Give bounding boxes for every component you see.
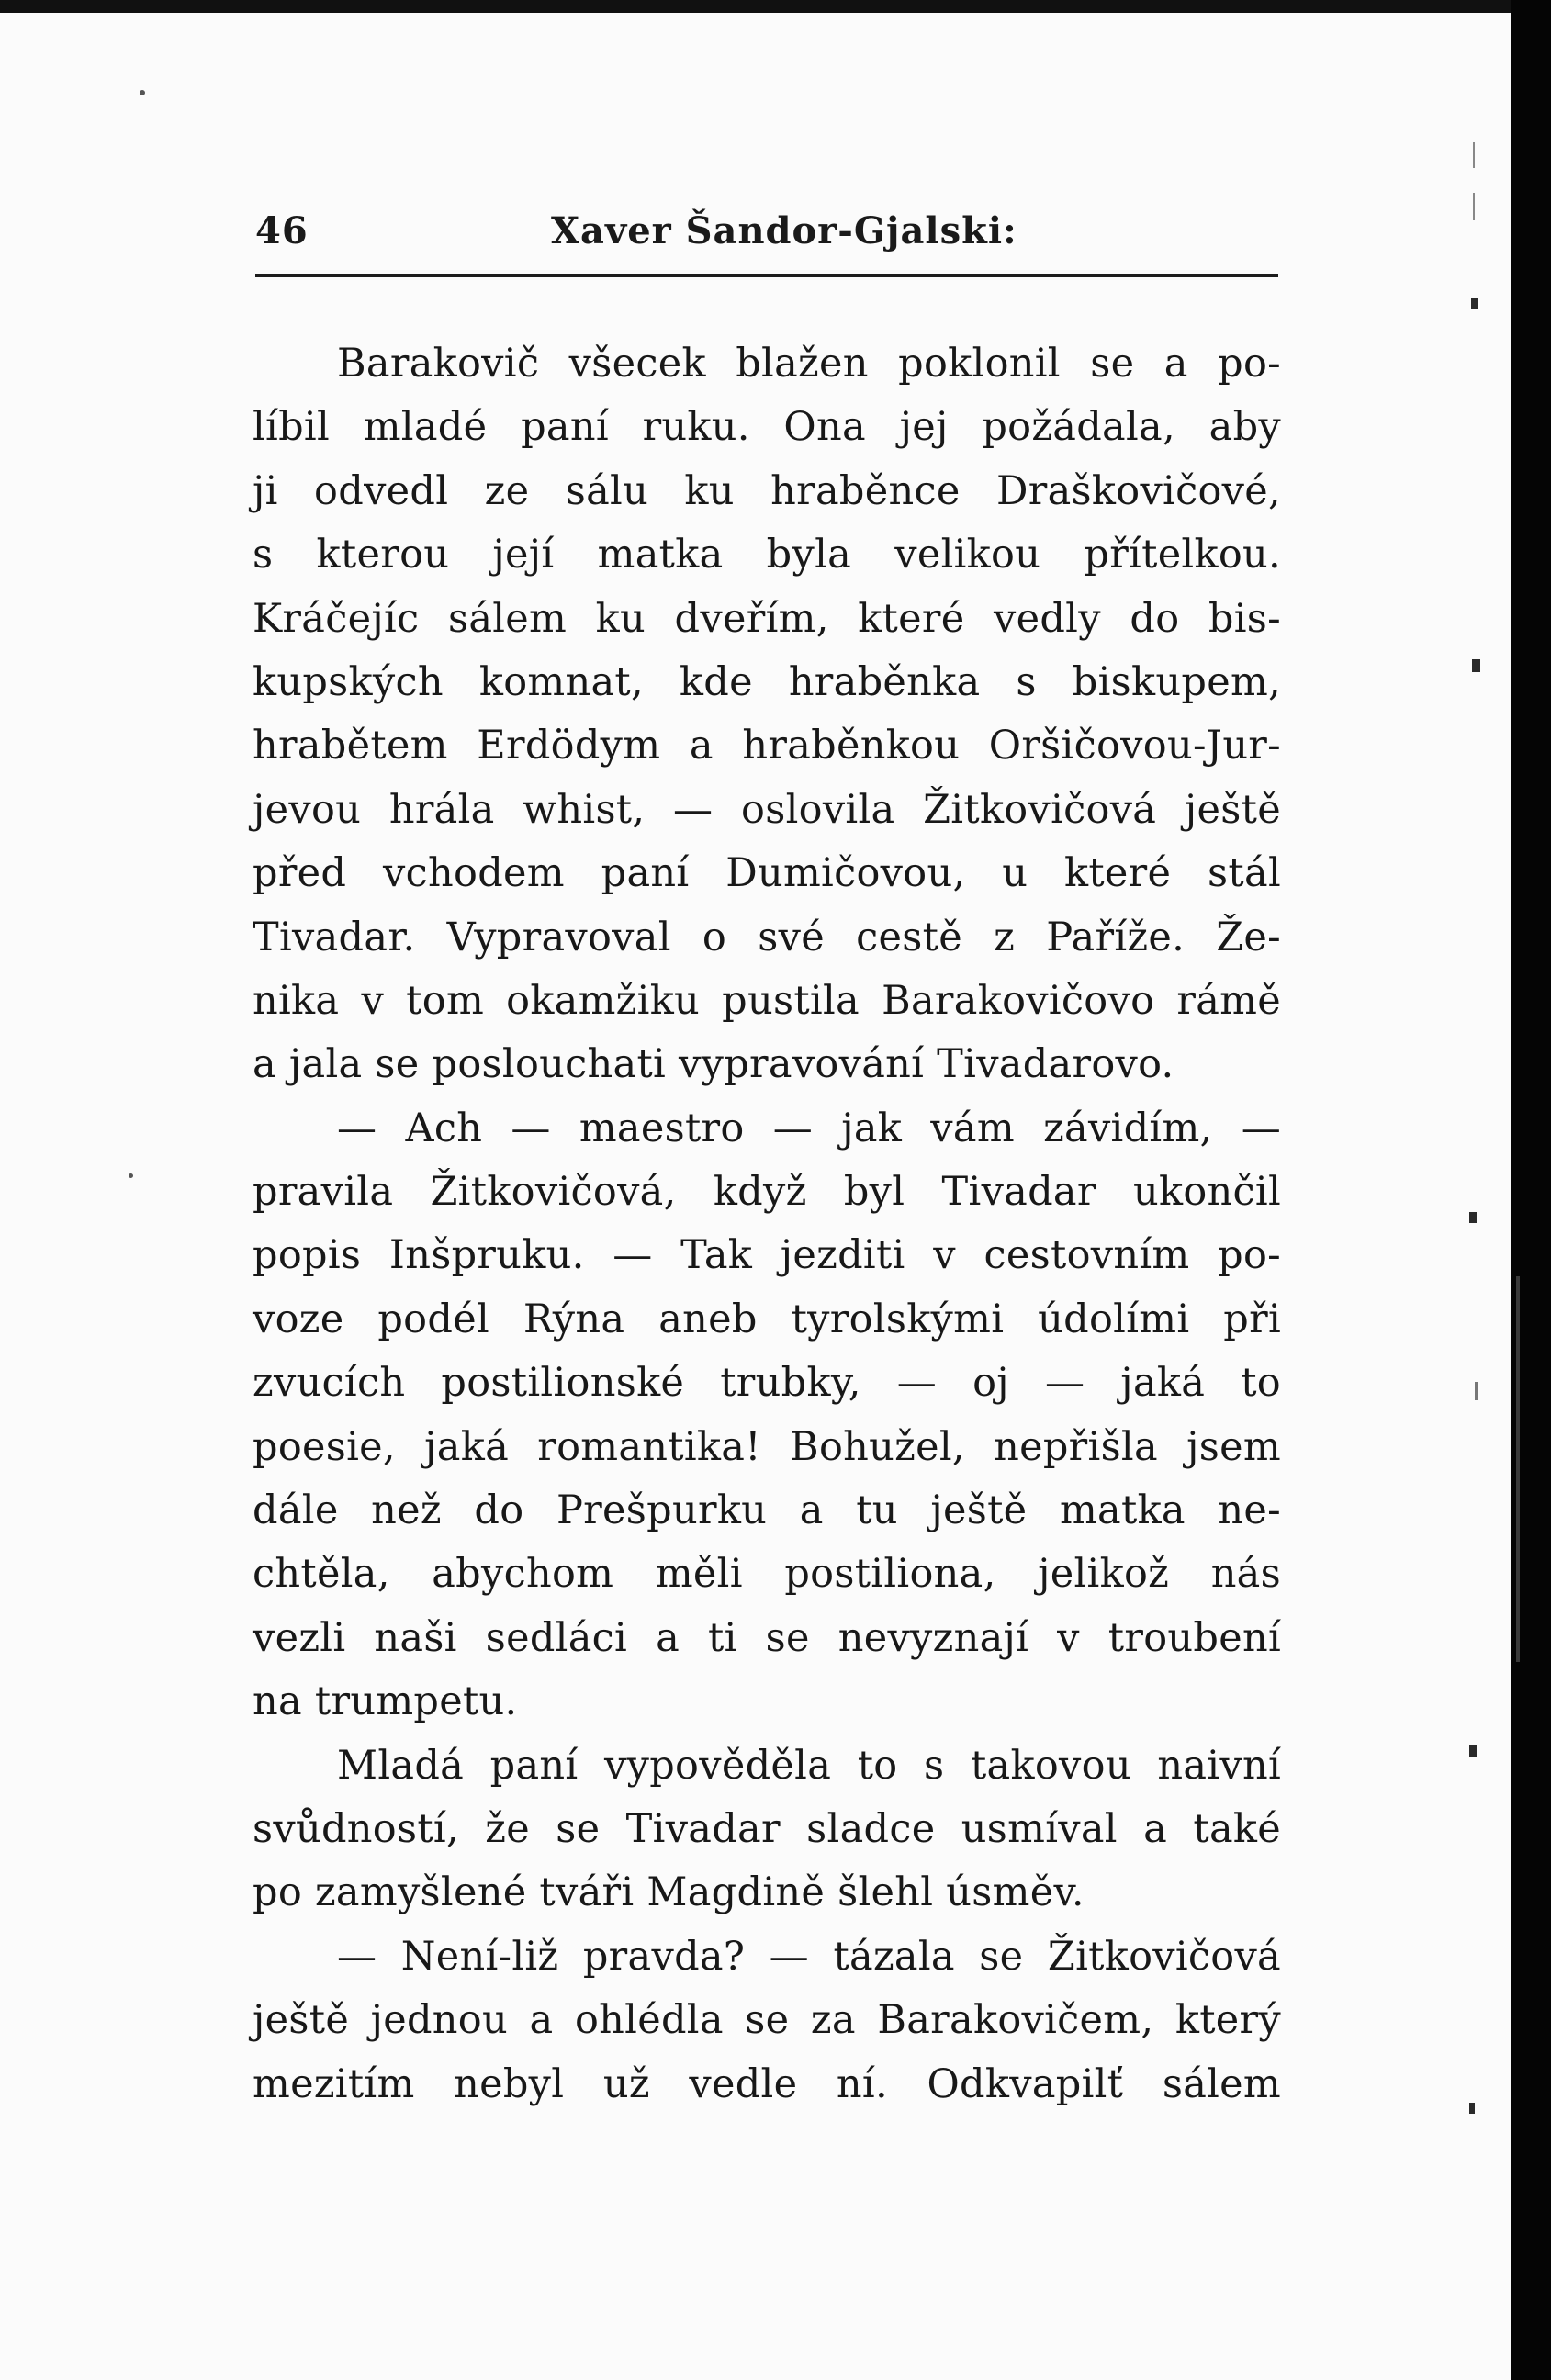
text-line: ještě jednou a ohlédla se za Barakovičem, který <box>253 1997 1281 2044</box>
margin-mark <box>1471 298 1478 309</box>
text-line: s kterou její matka byla velikou přítelkou. <box>253 532 1281 578</box>
text-line: po zamyšlené tváři Magdině šlehl úsměv. <box>253 1869 1085 1916</box>
text-line: a jala se poslouchati vypravování Tivadarovo. <box>253 1041 1174 1088</box>
text-line: svůdností, že se Tivadar sladce usmíval a také <box>253 1805 1281 1852</box>
page-header <box>248 204 1282 268</box>
text-line: Mladá paní vypověděla to s takovou naivní <box>337 1742 1281 1789</box>
margin-mark <box>1516 1276 1520 1662</box>
scan-top-edge <box>0 0 1551 13</box>
header-rule <box>255 274 1278 277</box>
margin-mark <box>1469 1745 1477 1757</box>
text-line: nika v tom okamžiku pustila Barakovičovo rámě <box>253 977 1281 1024</box>
text-line: dále než do Prešpurku a tu ještě matka ne- <box>253 1488 1281 1534</box>
text-line: hrabětem Erdödym a hraběnkou Oršičovou-Jur- <box>253 723 1281 769</box>
text-line: voze podél Rýna aneb tyrolskými údolími při <box>253 1296 1281 1342</box>
text-line: Barakovič všecek blažen poklonil se a po- <box>337 341 1281 387</box>
margin-mark <box>1473 193 1475 220</box>
text-line: Tivadar. Vypravoval o své cestě z Paříže. Že- <box>253 914 1281 960</box>
text-line: vezli naši sedláci a ti se nevyznají v troubení <box>253 1614 1281 1661</box>
text-line: ji odvedl ze sálu ku hraběnce Draškovičové, <box>253 467 1281 514</box>
text-line: líbil mladé paní ruku. Ona jej požádala, aby <box>253 404 1281 451</box>
text-line: chtěla, abychom měli postiliona, jelikož nás <box>253 1551 1281 1598</box>
running-title: Xaver Šandor-Gjalski: <box>551 209 1017 253</box>
body-text <box>253 332 1281 2116</box>
margin-mark <box>1475 1382 1478 1400</box>
margin-mark <box>1469 1212 1477 1223</box>
margin-mark <box>1473 142 1475 168</box>
margin-mark <box>1472 659 1480 672</box>
speck <box>129 1173 133 1178</box>
text-line: poesie, jaká romantika! Bohužel, nepřišla jsem <box>253 1423 1281 1470</box>
text-line: Kráčejíc sálem ku dveřím, které vedly do bis- <box>253 595 1281 642</box>
margin-mark <box>1469 2103 1475 2114</box>
text-line: pravila Žitkovičová, když byl Tivadar ukončil <box>253 1169 1281 1216</box>
text-line: kupských komnat, kde hraběnka s biskupem, <box>253 658 1281 705</box>
text-line: mezitím nebyl už vedle ní. Odkvapilť sálem <box>253 2060 1281 2107</box>
text-line: jevou hrála whist, — oslovila Žitkovičová ještě <box>253 786 1281 833</box>
text-line: zvucích postilionské trubky, — oj — jaká to <box>253 1360 1281 1407</box>
text-line: na trumpetu. <box>253 1678 518 1725</box>
text-line: — Ach — maestro — jak vám závidím, — <box>337 1105 1281 1151</box>
text-line: — Není-liž pravda? — tázala se Žitkovičová <box>337 1933 1281 1980</box>
text-line: před vchodem paní Dumičovou, u které stál <box>253 850 1281 897</box>
scan-right-edge <box>1511 0 1551 2380</box>
page-number: 46 <box>255 209 309 253</box>
speck <box>140 90 145 95</box>
text-line: popis Inšpruku. — Tak jezditi v cestovním po- <box>253 1232 1281 1279</box>
